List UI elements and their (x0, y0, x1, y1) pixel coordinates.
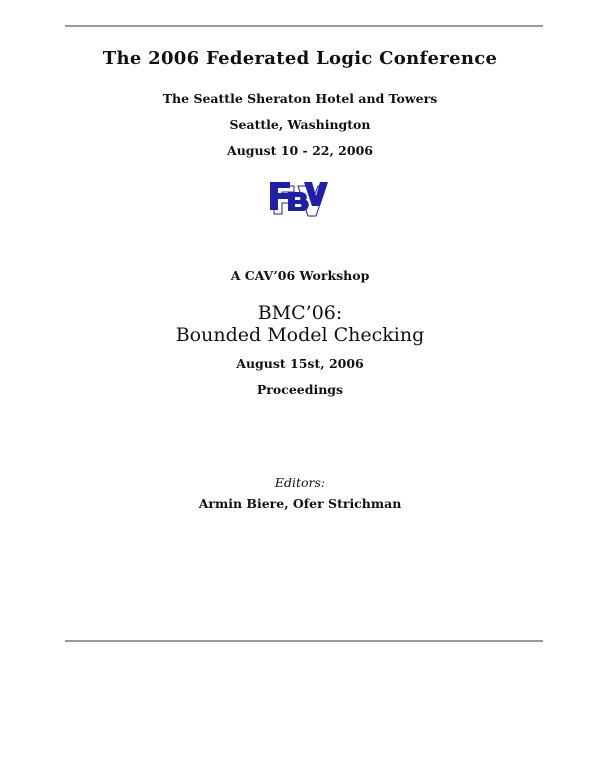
top-divider (65, 25, 543, 27)
proceedings-label: Proceedings (256, 382, 344, 397)
conference-title: The 2006 Federated Logic Conference (102, 48, 498, 69)
event-title-line2: Bounded Model Checking (175, 324, 425, 346)
conference-dates: August 10 - 22, 2006 (227, 143, 373, 158)
venue-city: Seattle, Washington (229, 117, 371, 132)
editors-label: Editors: (274, 475, 326, 490)
event-title-line1: BMC’06: (257, 302, 343, 324)
editor-names: Armin Biere, Ofer Strichman (198, 496, 402, 511)
event-date: August 15st, 2006 (236, 356, 364, 371)
workshop-label: A CAV’06 Workshop (230, 268, 370, 283)
flc-logo-icon (268, 178, 330, 224)
event-title (0, 302, 600, 346)
venue-name: The Seattle Sheraton Hotel and Towers (162, 91, 438, 106)
bottom-divider (65, 640, 543, 642)
